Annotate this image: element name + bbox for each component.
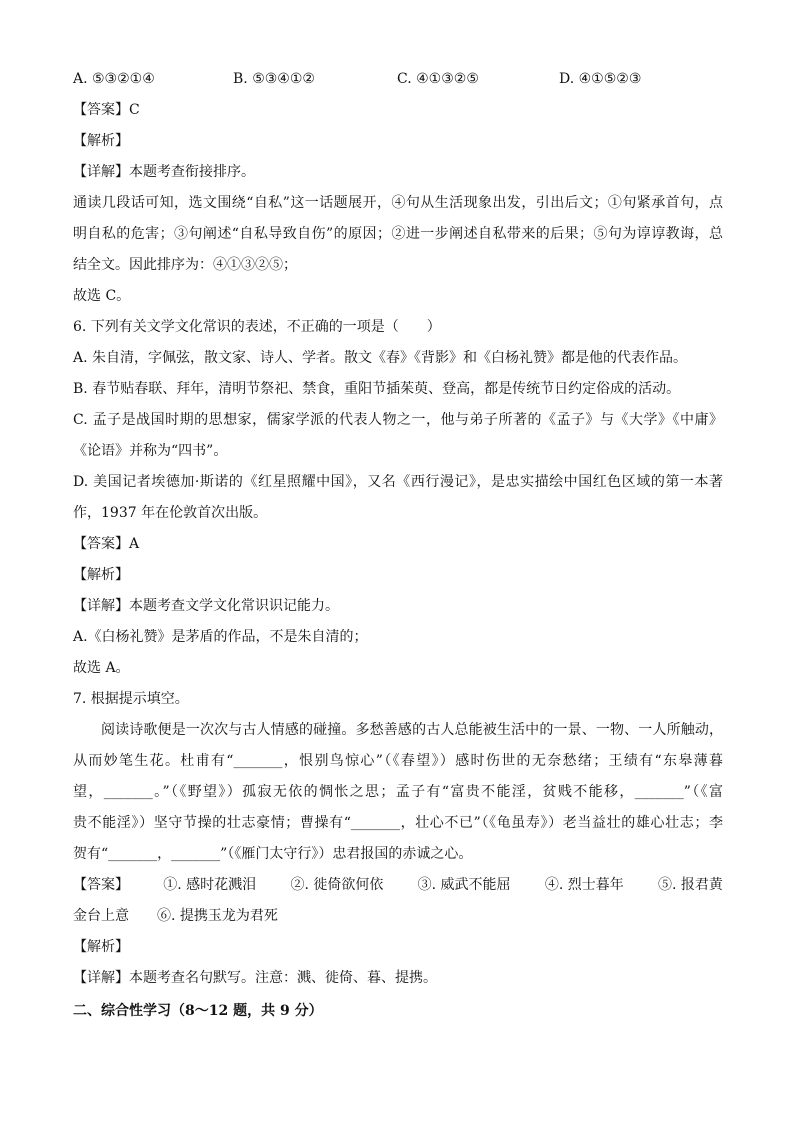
q6-option-d-line-2: 作，1937 年在伦敦首次出版。 bbox=[73, 505, 268, 521]
q7-answer-5: ⑤. 报君黄 bbox=[658, 877, 723, 893]
q7-answer-tag: 【答案】 bbox=[73, 877, 129, 893]
q6-explain: A.《白杨礼赞》是茅盾的作品，不是朱自清的； bbox=[73, 629, 368, 645]
section-heading: 二、综合性学习（8～12 题，共 9 分） bbox=[73, 1003, 323, 1019]
q5-body-line-1: 通读几段话可知，选文围绕“自私”这一话题展开，④句从生活现象出发，引出后文；①句紧承首句，点 bbox=[73, 195, 723, 211]
q5-option-a: A. ⑤③②①④ bbox=[73, 71, 155, 87]
q6-answer: 【答案】A bbox=[73, 536, 140, 552]
q7-para-line-4: 贵不能淫》）坚守节操的壮志豪情；曹操有“_______，壮心不已”（《龟虽寿》）老当益壮的雄心壮志；李 bbox=[73, 815, 723, 831]
q5-option-b: B. ⑤③④①② bbox=[233, 71, 315, 87]
q5-options bbox=[73, 64, 723, 95]
q7-stem: 7. 根据提示填空。 bbox=[73, 691, 189, 707]
q6-conclusion: 故选 A。 bbox=[73, 660, 130, 676]
q6-option-d-line-1: D. 美国记者埃德加·斯诺的《红星照耀中国》，又名《西行漫记》，是忠实描绘中国红色区域的第一本著 bbox=[73, 474, 723, 490]
q7-para-line-2: 从而妙笔生花。杜甫有“_______，恨别鸟惊心”（《春望》）感时伤世的无奈愁绪；王绩有“东皋薄暮 bbox=[73, 753, 723, 769]
q5-answer: 【答案】C bbox=[73, 102, 140, 118]
q5-body-line-2: 明自私的危害；③句阐述“自私导致自伤”的原因；②进一步阐述自私带来的后果；⑤句为谆谆教诲，总 bbox=[73, 226, 723, 242]
q7-detail: 【详解】本题考查名句默写。注意：溅、徙倚、暮、提携。 bbox=[73, 970, 437, 986]
q5-body-line-3: 结全文。因此排序为：④①③②⑤； bbox=[73, 257, 297, 273]
q7-answers-line-2: 金台上意 ⑥. 提携玉龙为君死 bbox=[73, 908, 278, 924]
q7-analysis: 【解析】 bbox=[73, 939, 129, 955]
q7-para-line-5: 贺有“_______，_______”（《雁门太守行》）忠君报国的赤诚之心。 bbox=[73, 846, 473, 862]
q6-option-b: B. 春节贴春联、拜年，清明节祭祀、禁食，重阳节插茱萸、登高，都是传统节日约定俗成的活动。 bbox=[73, 381, 681, 397]
document-page bbox=[73, 64, 723, 1027]
q6-option-c-line-1: C. 孟子是战国时期的思想家，儒家学派的代表人物之一，他与弟子所著的《孟子》与《大学》《中庸》 bbox=[73, 412, 723, 428]
q6-detail: 【详解】本题考查文学文化常识识记能力。 bbox=[73, 598, 339, 614]
q7-answer-3: ③. 威武不能屈 bbox=[417, 877, 511, 893]
q7-para-line-3: 望，_______。”（《野望》）孤寂无依的惆怅之思；孟子有“富贵不能淫，贫贱不能移，_______”（《富 bbox=[73, 784, 723, 800]
q7-answer-2: ②. 徙倚欲何依 bbox=[290, 877, 384, 893]
q5-detail: 【详解】本题考查衔接排序。 bbox=[73, 164, 255, 180]
q7-answers-row bbox=[73, 870, 723, 901]
q6-stem: 6. 下列有关文学文化常识的表述，不正确的一项是（ ） bbox=[73, 319, 441, 335]
q5-conclusion: 故选 C。 bbox=[73, 288, 131, 304]
q5-option-d: D. ④①⑤②③ bbox=[559, 71, 642, 87]
q6-option-c-line-2: 《论语》并称为“四书”。 bbox=[73, 443, 228, 459]
q7-para-line-1: 阅读诗歌便是一次次与古人情感的碰撞。多愁善感的古人总能被生活中的一景、一物、一人所触动， bbox=[101, 722, 723, 738]
q7-answer-1: ①. 感时花溅泪 bbox=[163, 877, 257, 893]
q7-answer-4: ④. 烈士暮年 bbox=[544, 877, 624, 893]
q6-option-a: A. 朱自清，字佩弦，散文家、诗人、学者。散文《春》《背影》和《白杨礼赞》都是他的代表作品。 bbox=[73, 350, 688, 366]
q5-analysis: 【解析】 bbox=[73, 133, 129, 149]
q5-option-c: C. ④①③②⑤ bbox=[397, 71, 479, 87]
q6-analysis: 【解析】 bbox=[73, 567, 129, 583]
